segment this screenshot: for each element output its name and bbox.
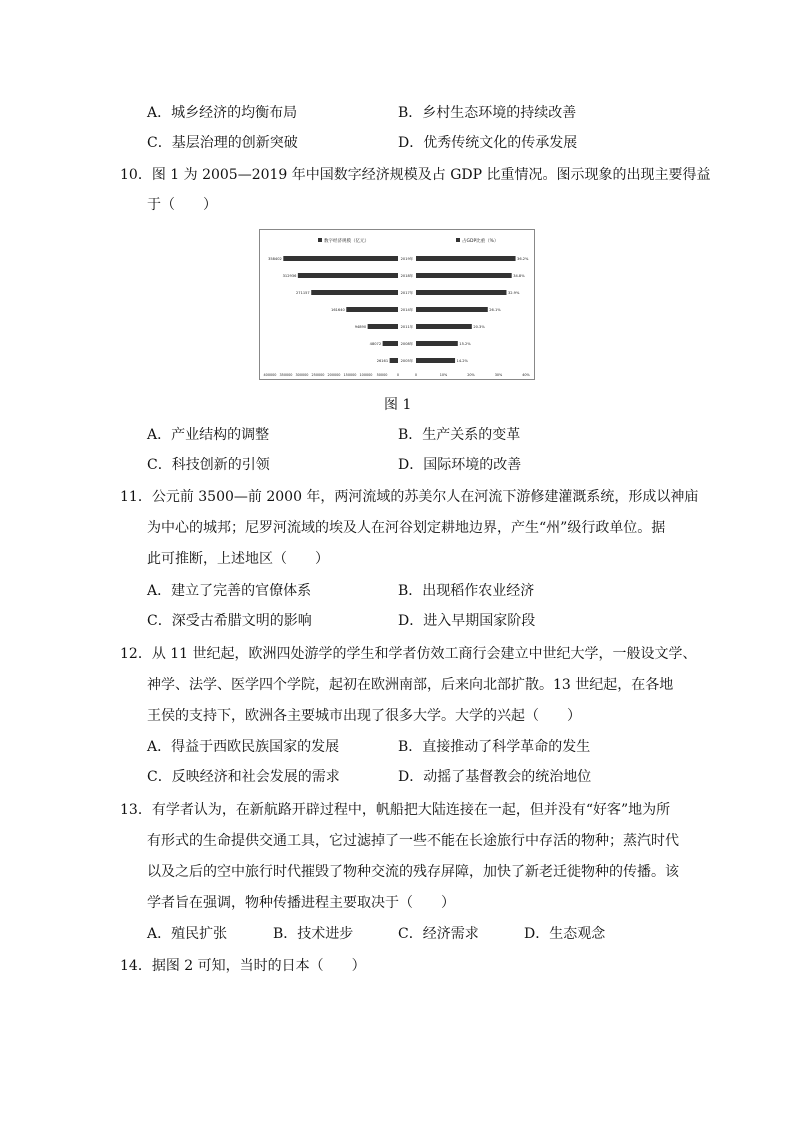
right-value-label-4: 20.3% [473, 325, 485, 329]
q9-option-b: B．乡村生态环境的持续改善 [398, 105, 577, 121]
left-value-label-4: 94890 [354, 325, 367, 329]
left-axis-tick-5: 150000 [343, 373, 357, 377]
q13-stem-line-1: 13．有学者认为，在新航路开辟过程中，帆船把大陆连接在一起，但并没有“好客”地为所 [120, 802, 671, 818]
legend-left-swatch [318, 238, 322, 242]
left-bar-6 [390, 358, 398, 363]
left-bar-3 [346, 307, 398, 312]
q12-stem-line-2: 神学、法学、医学四个学院，起初在欧洲南部，后来向北部扩散。13 世纪起，在各地 [147, 677, 674, 693]
left-bar-5 [383, 341, 398, 346]
q13-option-b: B．技术进步 [273, 926, 354, 942]
left-axis-tick-4: 200000 [327, 373, 341, 377]
left-value-label-6: 26161 [376, 359, 389, 363]
q9-option-a: A．城乡经济的均衡布局 [147, 105, 298, 121]
left-bar-1 [298, 273, 398, 278]
legend-left-label: 数字经济规模（亿元） [324, 239, 369, 244]
figure-1-chart [259, 229, 535, 380]
left-axis-tick-8: 0 [396, 373, 400, 377]
right-axis-tick-2: 20% [467, 373, 475, 377]
left-axis-tick-0: 400000 [263, 373, 277, 377]
category-label-5: 2008年 [400, 342, 414, 346]
right-value-label-1: 34.8% [513, 274, 525, 278]
left-bar-2 [311, 290, 398, 295]
right-value-label-5: 15.2% [459, 342, 471, 346]
q10-option-d: D．国际环境的改善 [398, 457, 522, 473]
category-label-4: 2011年 [400, 325, 414, 329]
right-axis-tick-0: 0 [414, 373, 418, 377]
q12-option-c: C．反映经济和社会发展的需求 [147, 769, 340, 785]
right-bar-6 [416, 358, 455, 363]
q9-option-d: D．优秀传统文化的传承发展 [398, 135, 578, 151]
left-value-label-1: 312936 [282, 274, 297, 278]
category-label-3: 2014年 [400, 308, 414, 312]
q10-option-b: B．生产关系的变革 [398, 427, 521, 443]
q11-option-a: A．建立了完善的官僚体系 [147, 583, 312, 599]
legend-right-swatch [456, 238, 460, 242]
q12-option-a: A．得益于西欧民族国家的发展 [147, 739, 340, 755]
left-axis-tick-1: 350000 [279, 373, 293, 377]
left-value-label-5: 48072 [369, 342, 382, 346]
right-value-label-0: 36.2% [517, 257, 529, 261]
q13-option-c: C．经济需求 [398, 926, 479, 942]
q13-stem-line-4: 学者旨在强调，物种传播进程主要取决于（ ） [147, 895, 455, 911]
left-value-label-2: 271157 [296, 291, 310, 295]
q10-stem-line-2: 于（ ） [147, 197, 217, 213]
q12-option-d: D．动摇了基督教会的统治地位 [398, 769, 592, 785]
q12-stem-line-3: 王侯的支持下，欧洲各主要城市出现了很多大学。大学的兴起（ ） [147, 708, 581, 724]
q11-option-d: D．进入早期国家阶段 [398, 613, 536, 629]
q10-option-a: A．产业结构的调整 [147, 427, 270, 443]
q12-option-b: B．直接推动了科学革命的发生 [398, 739, 591, 755]
q10-option-c: C．科技创新的引领 [147, 457, 270, 473]
left-value-label-0: 358402 [268, 257, 282, 261]
right-bar-2 [416, 290, 506, 295]
left-axis-tick-7: 50000 [376, 373, 388, 377]
right-value-label-6: 14.2% [456, 359, 468, 363]
q11-stem-line-3: 此可推断，上述地区（ ） [147, 551, 329, 567]
legend-right [456, 237, 498, 244]
q9-option-c: C．基层治理的创新突破 [147, 135, 298, 151]
q11-stem-line-2: 为中心的城邦；尼罗河流域的埃及人在河谷划定耕地边界，产生“州”级行政单位。据 [147, 520, 666, 536]
right-value-label-3: 26.1% [489, 308, 501, 312]
chart-canvas [260, 230, 536, 381]
right-bar-1 [416, 273, 512, 278]
q10-stem-line-1: 10．图 1 为 2005—2019 年中国数字经济规模及占 GDP 比重情况。图示现象的出现主要得益 [120, 167, 711, 183]
legend-left [318, 237, 369, 244]
category-label-6: 2005年 [400, 359, 414, 363]
left-axis-tick-6: 100000 [359, 373, 373, 377]
right-bar-4 [416, 324, 472, 329]
right-axis-tick-4: 40% [522, 373, 530, 377]
q14-stem-line-1: 14．据图 2 可知，当时的日本（ ） [120, 958, 366, 974]
q13-stem-line-2: 有形式的生命提供交通工具，它过滤掉了一些不能在长途旅行中存活的物种；蒸汽时代 [147, 833, 679, 849]
q11-option-c: C．深受古希腊文明的影响 [147, 613, 312, 629]
left-bar-0 [283, 256, 398, 261]
q11-stem-line-1: 11．公元前 3500—前 2000 年，两河流域的苏美尔人在河流下游修建灌溉系统，形成以神庙 [120, 489, 699, 505]
legend-right-label: 占GDP比重（%） [462, 239, 499, 244]
category-label-2: 2017年 [400, 291, 414, 295]
category-label-1: 2018年 [400, 274, 414, 278]
left-axis-tick-2: 300000 [295, 373, 309, 377]
left-axis-tick-3: 250000 [311, 373, 325, 377]
figure-1-caption: 图 1 [384, 397, 412, 413]
right-bar-0 [416, 256, 516, 261]
q13-stem-line-3: 以及之后的空中旅行时代摧毁了物种交流的残存屏障，加快了新老迁徙物种的传播。该 [147, 864, 679, 880]
right-value-label-2: 32.9% [507, 291, 520, 295]
q11-option-b: B．出现稻作农业经济 [398, 583, 535, 599]
q12-stem-line-1: 12．从 11 世纪起，欧洲四处游学的学生和学者仿效工商行会建立中世纪大学，一般设文学、 [120, 646, 697, 662]
left-bar-4 [368, 324, 398, 329]
right-bar-5 [416, 341, 458, 346]
category-label-0: 2019年 [400, 257, 414, 261]
left-value-label-3: 161640 [331, 308, 345, 312]
right-axis-tick-3: 30% [494, 373, 503, 377]
right-axis-tick-1: 10% [439, 373, 448, 377]
right-bar-3 [416, 307, 488, 312]
q13-option-a: A．殖民扩张 [147, 926, 228, 942]
q13-option-d: D．生态观念 [524, 926, 606, 942]
